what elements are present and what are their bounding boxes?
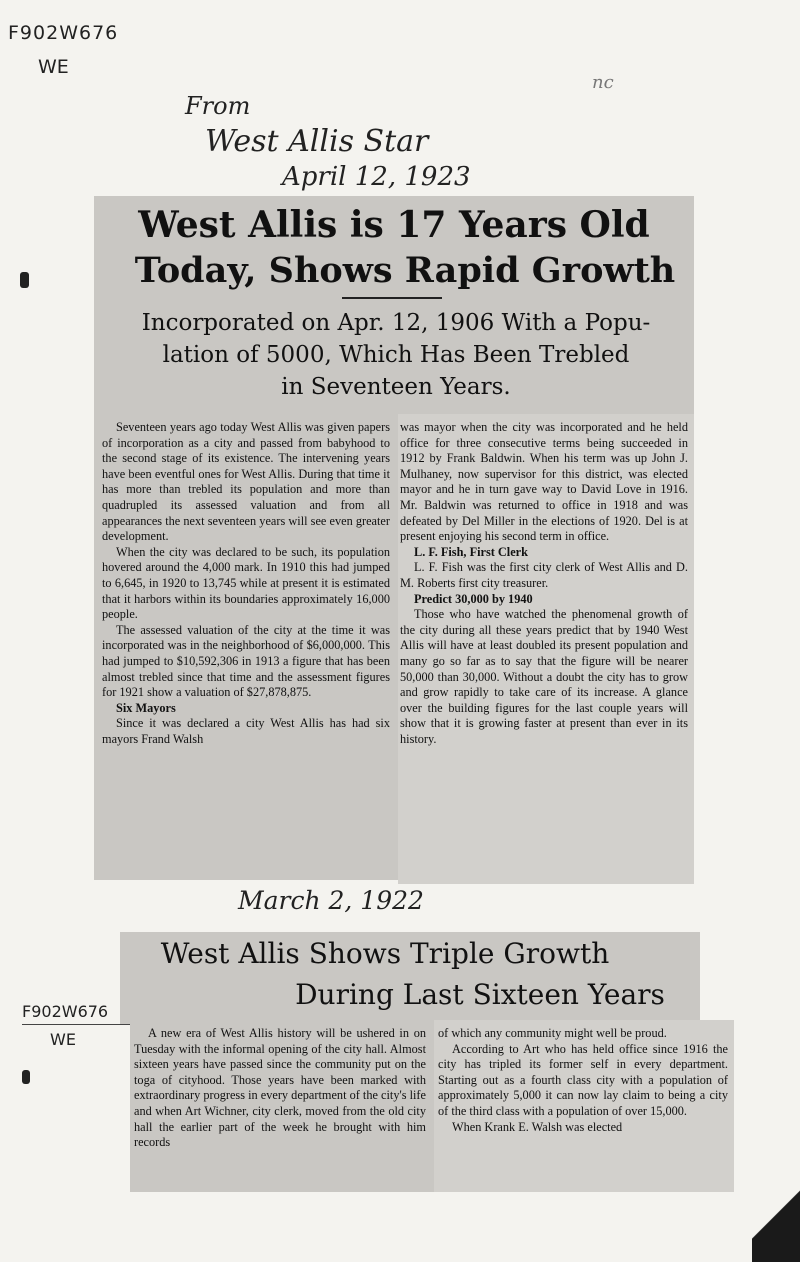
archive-location-mid: WE — [50, 1030, 76, 1049]
article1-headline-line2: Today, Shows Rapid Growth — [134, 250, 676, 291]
article1-deck-line1: Incorporated on Apr. 12, 1906 With a Popu- — [141, 310, 651, 336]
handwritten-date: April 12, 1923 — [282, 162, 471, 192]
article2-right-paragraph: of which any community might well be proud. — [438, 1026, 667, 1040]
binding-mark-1 — [20, 272, 29, 288]
article1-subhead-predict: Predict 30,000 by 1940 — [414, 591, 533, 606]
article1-left-column — [102, 420, 390, 747]
article2-right-paragraph: According to Art who has held office since 1916 the city has tripled its former self in every department. Starting out as a fourth class city with a population of approximately 5,000 it can now lay claim to being a city of the third class with a population of over 15,000. — [438, 1041, 728, 1118]
article2-right-column — [438, 1026, 728, 1135]
article1-right-paragraph: was mayor when the city was incorporated and he held office for three consecutive terms being succeeded in 1912 by Frank Baldwin. When his term was up John J. Mulhaney, now supervisor for this district, was elected mayor and he in turn gave way to David Love in 1916. Mr. Baldwin was returned to office in 1918 and was defeated by Del Miller in the elections of 1920. Del is at present enjoying his second term in office. — [400, 420, 688, 544]
article1-deck-line2: lation of 5000, Which Has Been Trebled — [162, 342, 630, 368]
article1-left-paragraph: Seventeen years ago today West Allis was given papers of incorporation as a city and passed from babyhood to the second stage of its existence. The intervening years have been eventful ones for West Allis. During that time it has more than trebled its population and more than quadrupled its assessed valuation and from all appearances the next seventeen years will see even greater development. — [102, 420, 390, 544]
archive-location-top: WE — [38, 56, 69, 78]
article1-left-paragraph: Since it was declared a city West Allis has had six mayors Frand Walsh — [102, 716, 390, 746]
stamp-underline — [22, 1024, 132, 1025]
article1-subhead-six-mayors: Six Mayors — [116, 700, 176, 715]
headline-ornament — [342, 297, 442, 299]
handwritten-source: West Allis Star — [205, 124, 429, 159]
article2-headline-line1: West Allis Shows Triple Growth — [160, 937, 610, 970]
article1-deck-line3: in Seventeen Years. — [281, 374, 511, 400]
article1-right-paragraph: Those who have watched the phenomenal growth of the city during all these years predict that by 1940 West Allis will have at least doubled its present population and many go so far as to say that the figure will be nearer 50,000 than 30,000. Without a doubt the city has to grow and grow rapidly to take care of its increase. A glance over the building figures for the last couple years will show that it is growing faster at present than ever in its history. — [400, 607, 688, 746]
binding-mark-2 — [22, 1070, 30, 1084]
corner-initials: nc — [592, 72, 614, 93]
article2-headline-line2: During Last Sixteen Years — [295, 978, 665, 1011]
archive-code-top: F902W676 — [8, 22, 119, 44]
article2-right-paragraph: When Krank E. Walsh was elected — [452, 1119, 623, 1134]
handwritten-from: From — [185, 92, 251, 120]
article1-subhead-first-clerk: L. F. Fish, First Clerk — [414, 544, 528, 559]
article1-left-paragraph: The assessed valuation of the city at the time it was incorporated was in the neighborhood of $6,000,000. This had jumped to $10,592,306 in 1913 a figure that has been almost trebled since that time and the assessment figures for 1921 show a valuation of $27,878,875. — [102, 622, 390, 700]
article2-left-paragraph: A new era of West Allis history will be ushered in on Tuesday with the informal opening of the city hall. Almost sixteen years have passed since the community put on the toga of cityhood. Those years have been marked with extraordinary progress in every department of the city's life and when Art Wichner, city clerk, moved from the old city hall the earlier part of the week he brought with him records — [134, 1026, 426, 1150]
page-edge-shadow — [752, 1190, 800, 1262]
article1-right-column — [400, 420, 688, 747]
article1-right-paragraph: L. F. Fish was the first city clerk of West Allis and D. M. Roberts first city treasurer. — [400, 560, 688, 590]
article1-left-paragraph: When the city was declared to be such, its population hovered around the 4,000 mark. In 1910 this had jumped to 6,645, in 1920 to 13,745 while at present it is estimated that it harbors within its boundaries approximately 16,000 people. — [102, 544, 390, 622]
handwritten-date-2: March 2, 1922 — [238, 886, 424, 915]
article1-headline-line1: West Allis is 17 Years Old — [138, 204, 650, 246]
article2-left-column — [134, 1026, 426, 1151]
archive-code-mid: F902W676 — [22, 1002, 109, 1021]
